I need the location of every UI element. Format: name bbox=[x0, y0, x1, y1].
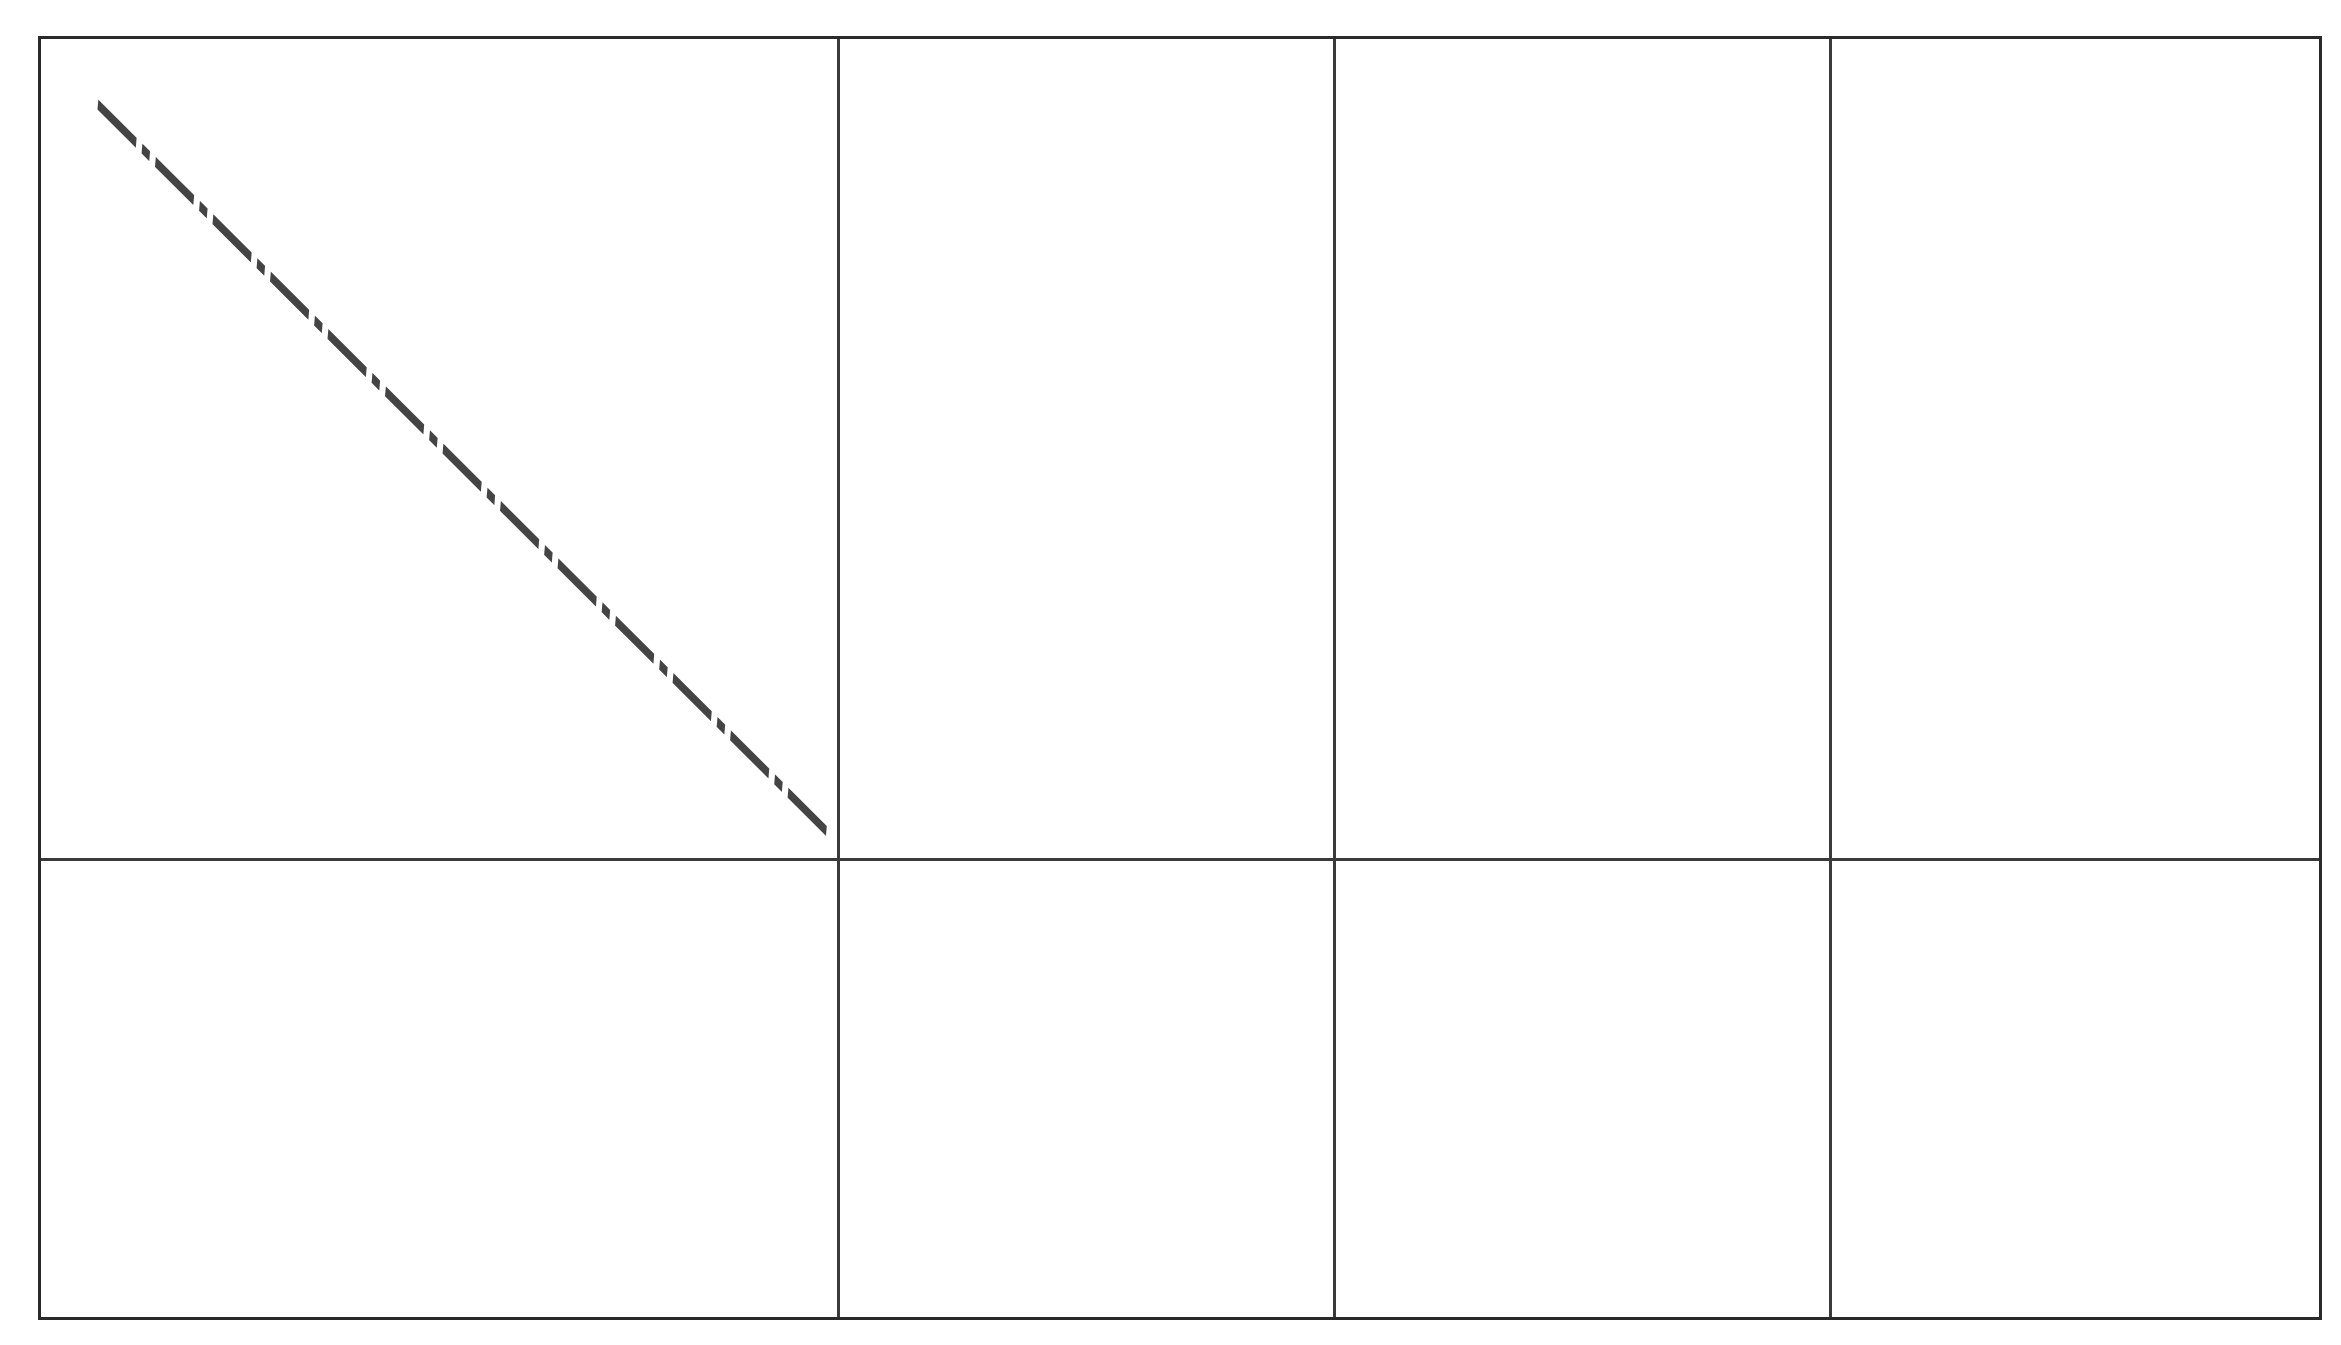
table-outer-border bbox=[38, 36, 2322, 1320]
